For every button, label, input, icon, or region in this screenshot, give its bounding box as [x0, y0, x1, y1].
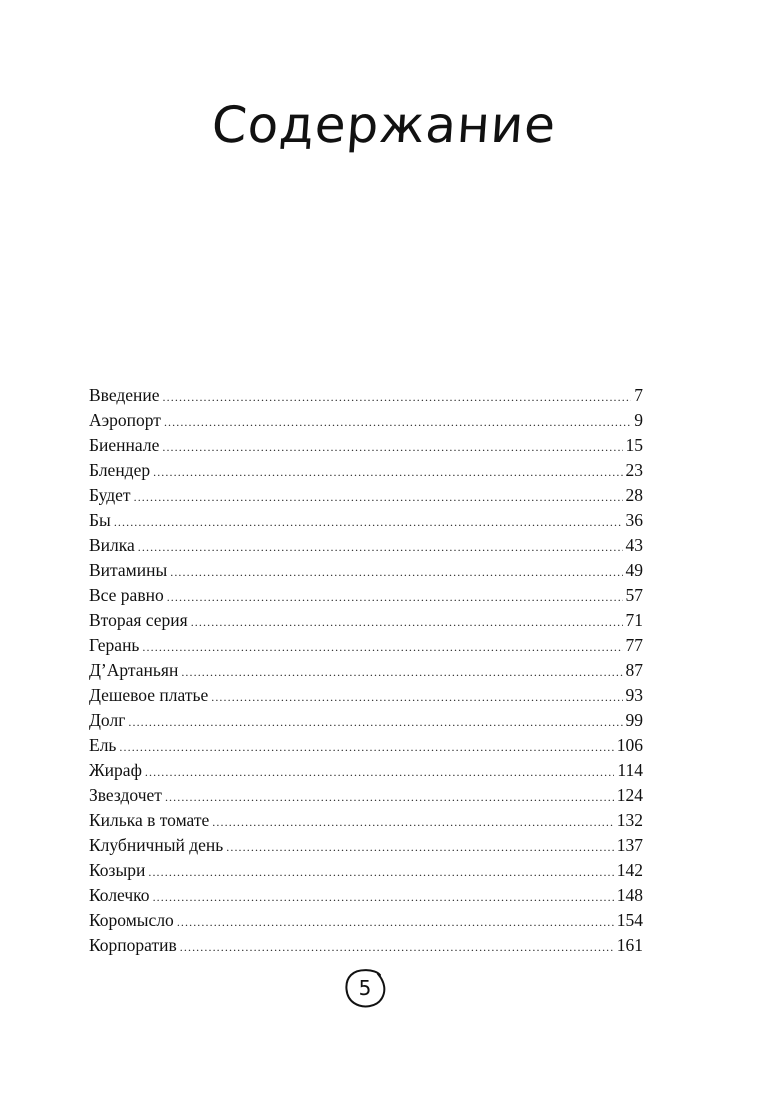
toc-entry-page: 87	[625, 660, 643, 680]
dot-leader	[167, 585, 623, 610]
dot-leader	[180, 935, 614, 960]
toc-entry-page: 106	[616, 735, 643, 755]
toc-entry-title: Килька в томате	[89, 810, 210, 830]
dot-leader	[181, 660, 622, 685]
toc-entry-page: 7	[634, 385, 643, 405]
toc-entry	[89, 708, 643, 733]
toc-entry-title: Будет	[89, 485, 131, 505]
dot-leader	[142, 635, 622, 660]
toc-entry-title: Вилка	[89, 535, 135, 555]
toc-entry-page: 36	[625, 510, 643, 530]
dot-leader	[191, 610, 623, 635]
toc-entry-page: 142	[616, 860, 643, 880]
toc-entry	[89, 908, 643, 933]
toc-entry-page: 132	[616, 810, 643, 830]
toc-entry	[89, 733, 643, 758]
toc-entry-page: 148	[616, 885, 643, 905]
toc-entry-page: 99	[625, 710, 643, 730]
toc-entry-page: 23	[625, 460, 643, 480]
dot-leader	[153, 885, 614, 910]
toc-entry-title: Блендер	[89, 460, 151, 480]
toc-entry	[89, 533, 643, 558]
toc-entry	[89, 808, 643, 833]
toc-entry-page: 114	[617, 760, 643, 780]
dot-leader	[165, 785, 614, 810]
toc-entry-page: 43	[625, 535, 643, 555]
toc-entry	[89, 883, 643, 908]
page-title: Содержание	[209, 96, 559, 154]
toc-entry-title: Биеннале	[89, 435, 160, 455]
page-number: 5	[358, 976, 372, 1000]
toc-entry-page: 137	[616, 835, 643, 855]
toc-entry-title: Коромысло	[89, 910, 174, 930]
toc-entry-page: 71	[625, 610, 643, 630]
toc-entry-title: Д’Артаньян	[89, 660, 179, 680]
toc-entry	[89, 933, 643, 958]
toc-entry-page: 154	[616, 910, 643, 930]
dot-leader	[114, 510, 623, 535]
toc-entry	[89, 783, 643, 808]
toc-entry	[89, 458, 643, 483]
toc-entry-title: Бы	[89, 510, 111, 530]
dot-leader	[138, 535, 623, 560]
toc-entry-page: 28	[625, 485, 643, 505]
dot-leader	[212, 810, 613, 835]
toc-entry	[89, 833, 643, 858]
dot-leader	[128, 710, 622, 735]
toc-entry-title: Корпоратив	[89, 935, 177, 955]
dot-leader	[145, 760, 614, 785]
toc-entry-page: 124	[616, 785, 643, 805]
dot-leader	[177, 910, 614, 935]
toc-entry-title: Введение	[89, 385, 160, 405]
toc-entry-title: Все равно	[89, 585, 164, 605]
dot-leader	[119, 735, 613, 760]
toc-entry	[89, 858, 643, 883]
toc-entry-title: Колечко	[89, 885, 150, 905]
toc-entry-page: 15	[625, 435, 643, 455]
dot-leader	[162, 435, 622, 460]
toc-entry-title: Клубничный день	[89, 835, 224, 855]
toc-entry	[89, 558, 643, 583]
toc-entry-title: Долг	[89, 710, 126, 730]
toc-entry-page: 57	[625, 585, 643, 605]
toc-entry-title: Звездочет	[89, 785, 162, 805]
toc-entry	[89, 408, 643, 433]
toc-entry	[89, 633, 643, 658]
toc-entry-page: 77	[625, 635, 643, 655]
toc-entry-page: 9	[634, 410, 643, 430]
page-number-badge	[342, 966, 388, 1010]
toc-entry-page: 93	[625, 685, 643, 705]
toc-entry	[89, 383, 643, 408]
toc-entry-title: Дешевое платье	[89, 685, 209, 705]
dot-leader	[211, 685, 622, 710]
dot-leader	[164, 410, 631, 435]
toc-entry-title: Вторая серия	[89, 610, 188, 630]
toc-entry-title: Козыри	[89, 860, 146, 880]
toc-entry	[89, 433, 643, 458]
toc-entry	[89, 608, 643, 633]
toc-entry	[89, 758, 643, 783]
toc-entry-title: Аэропорт	[89, 410, 161, 430]
toc-entry-title: Жираф	[89, 760, 142, 780]
dot-leader	[153, 460, 622, 485]
toc-entry	[89, 583, 643, 608]
dot-leader	[163, 385, 632, 410]
toc-entry-title: Ель	[89, 735, 117, 755]
toc-entry	[89, 683, 643, 708]
dot-leader	[226, 835, 614, 860]
toc-entry	[89, 658, 643, 683]
toc-entry-page: 49	[625, 560, 643, 580]
table-of-contents	[89, 383, 643, 958]
dot-leader	[170, 560, 622, 585]
toc-entry	[89, 483, 643, 508]
dot-leader	[148, 860, 613, 885]
toc-entry-title: Герань	[89, 635, 140, 655]
toc-entry	[89, 508, 643, 533]
toc-entry-page: 161	[616, 935, 643, 955]
toc-entry-title: Витамины	[89, 560, 168, 580]
dot-leader	[134, 485, 623, 510]
